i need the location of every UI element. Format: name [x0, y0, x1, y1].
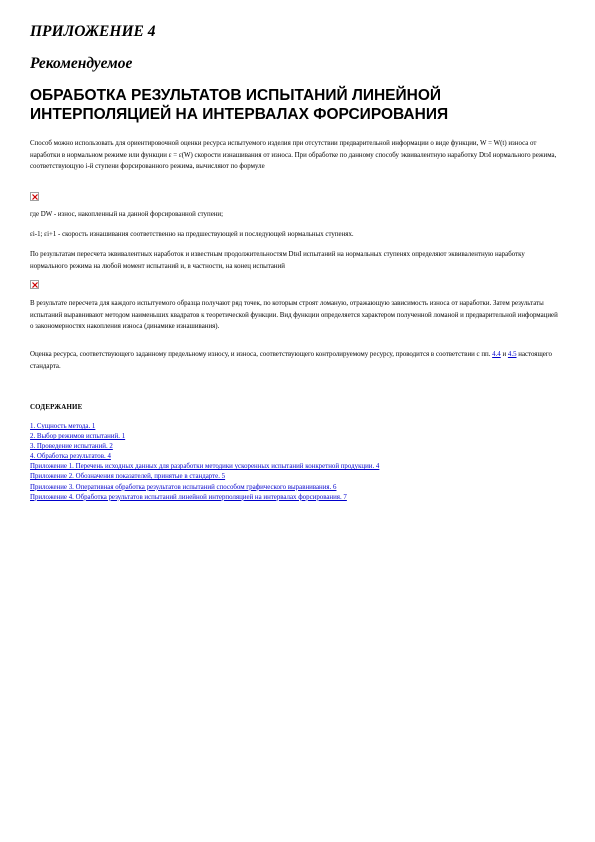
table-of-contents	[30, 422, 379, 503]
broken-image-icon	[30, 280, 39, 289]
toc-item	[30, 422, 379, 432]
paragraph-where: где DW - износ, накопленный на данной форсированной ступени;	[30, 211, 224, 218]
toc-link-appendix-1[interactable]: Приложение 1. Перечень исходных данных для разработки методики ускоренных испытаний конкретной продукции. 4	[30, 463, 380, 471]
broken-image-icon	[30, 192, 39, 201]
estimate-text-start: Оценка ресурса, соответствующего заданному предельному износу, и износа, соответствующего контролируемому ресурсу, проводится в соответствии с пп.	[30, 351, 493, 358]
paragraph-recalculation: По результатам пересчета эквивалентных наработок и известным продолжительностям DtнI испытаний на нормальных ступенях определяют эквивалентную наработку нормального режима на любой момент испытаний и, в частности, на конец испытаний	[30, 251, 525, 270]
title-line-1: ОБРАБОТКА РЕЗУЛЬТАТОВ ИСПЫТАНИЙ ЛИНЕЙНОЙ	[30, 87, 442, 104]
toc-item	[30, 483, 379, 493]
toc-item	[30, 472, 379, 482]
toc-link-3[interactable]: 3. Проведение испытаний. 2	[30, 443, 113, 451]
toc-heading: СОДЕРЖАНИЕ	[30, 404, 83, 411]
toc-item	[30, 442, 379, 452]
toc-link-appendix-3[interactable]: Приложение 3. Оперативная обработка результатов испытаний способом графического выравнивания. 6	[30, 483, 337, 491]
recommended-label: Рекомендуемое	[30, 55, 133, 72]
link-section-4-5[interactable]: 4.5	[507, 351, 517, 358]
title-line-2: ИНТЕРПОЛЯЦИЕЙ НА ИНТЕРВАЛАХ ФОРСИРОВАНИЯ	[30, 106, 449, 123]
toc-link-4[interactable]: 4. Обработка результатов. 4	[30, 453, 111, 461]
estimate-text-mid: и	[500, 351, 508, 358]
paragraph-rates: εi-1; εi+1 - скорость изнашивания соответственно на предшествующей и последующей нормальных ступенях.	[30, 231, 354, 238]
toc-item	[30, 462, 379, 472]
toc-link-1[interactable]: 1. Сущность метода. 1	[30, 423, 96, 430]
toc-link-2[interactable]: 2. Выбор режимов испытаний. 1	[30, 433, 126, 441]
toc-link-appendix-4[interactable]: Приложение 4. Обработка результатов испытаний линейной интерполяцией на интервалах форсирования. 7	[30, 493, 347, 501]
appendix-heading: ПРИЛОЖЕНИЕ 4	[30, 23, 156, 40]
toc-item	[30, 432, 379, 442]
paragraph-result: В результате пересчета для каждого испытуемого образца получают ряд точек, по которым строят ломаную, отражающую зависимость износа от наработки. Затем результаты испытаний выравнивают методом наименьших квадратов к теоретической функции. Вид функции определяется характером полученной ломаной и предварительной информацией о закономерностях накопления износа (динамике изнашивания).	[30, 300, 558, 331]
paragraph-intro: Способ можно использовать для ориентировочной оценки ресурса испытуемого изделия при отсутствии предварительной информации о виде функции, W = W(t) износа от наработки в нормальном режиме или функции ε = ε(W) скорости изнашивания от износа. При обработке по данному способу эквивалентную наработку DtэI нормального режима, соответствующую i-й ступени форсированного режима, вычисляют по формуле	[30, 140, 557, 171]
estimate-text-end: настоящего стандарта.	[30, 351, 552, 370]
paragraph-estimate	[30, 349, 562, 372]
link-section-4-4[interactable]: 4.4	[492, 351, 501, 358]
toc-link-appendix-2[interactable]: Приложение 2. Обозначения показателей, принятые в стандарте. 5	[30, 473, 226, 481]
toc-item	[30, 493, 379, 503]
page-title	[30, 86, 550, 124]
toc-item	[30, 452, 379, 462]
